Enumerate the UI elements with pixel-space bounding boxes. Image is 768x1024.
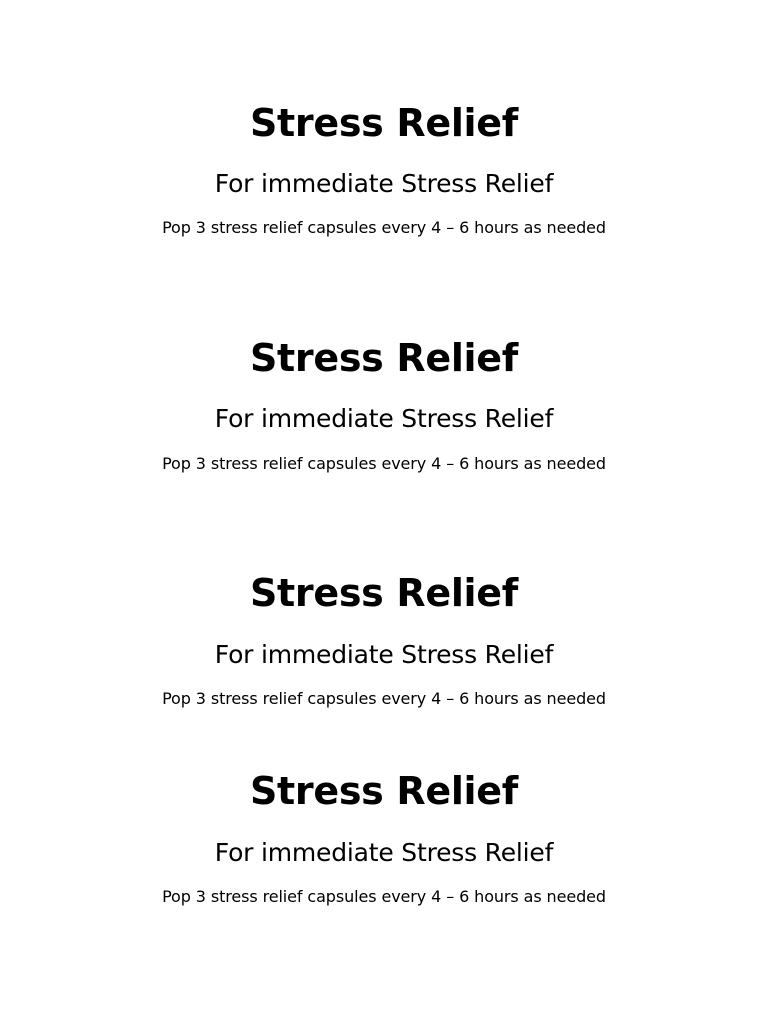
label-instructions: Pop 3 stress relief capsules every 4 – 6 hours as needed bbox=[162, 454, 606, 473]
label-subtitle: For immediate Stress Relief bbox=[214, 169, 554, 198]
label-subtitle: For immediate Stress Relief bbox=[214, 838, 554, 867]
label-title: Stress Relief bbox=[249, 101, 518, 145]
label-instructions: Pop 3 stress relief capsules every 4 – 6 hours as needed bbox=[162, 689, 606, 708]
label-instructions: Pop 3 stress relief capsules every 4 – 6 hours as needed bbox=[162, 218, 606, 237]
label-title: Stress Relief bbox=[249, 769, 518, 813]
label-subtitle: For immediate Stress Relief bbox=[214, 640, 554, 669]
label-title: Stress Relief bbox=[249, 336, 518, 380]
label-subtitle: For immediate Stress Relief bbox=[214, 404, 554, 433]
label-instructions: Pop 3 stress relief capsules every 4 – 6 hours as needed bbox=[162, 887, 606, 906]
label-title: Stress Relief bbox=[249, 571, 518, 615]
